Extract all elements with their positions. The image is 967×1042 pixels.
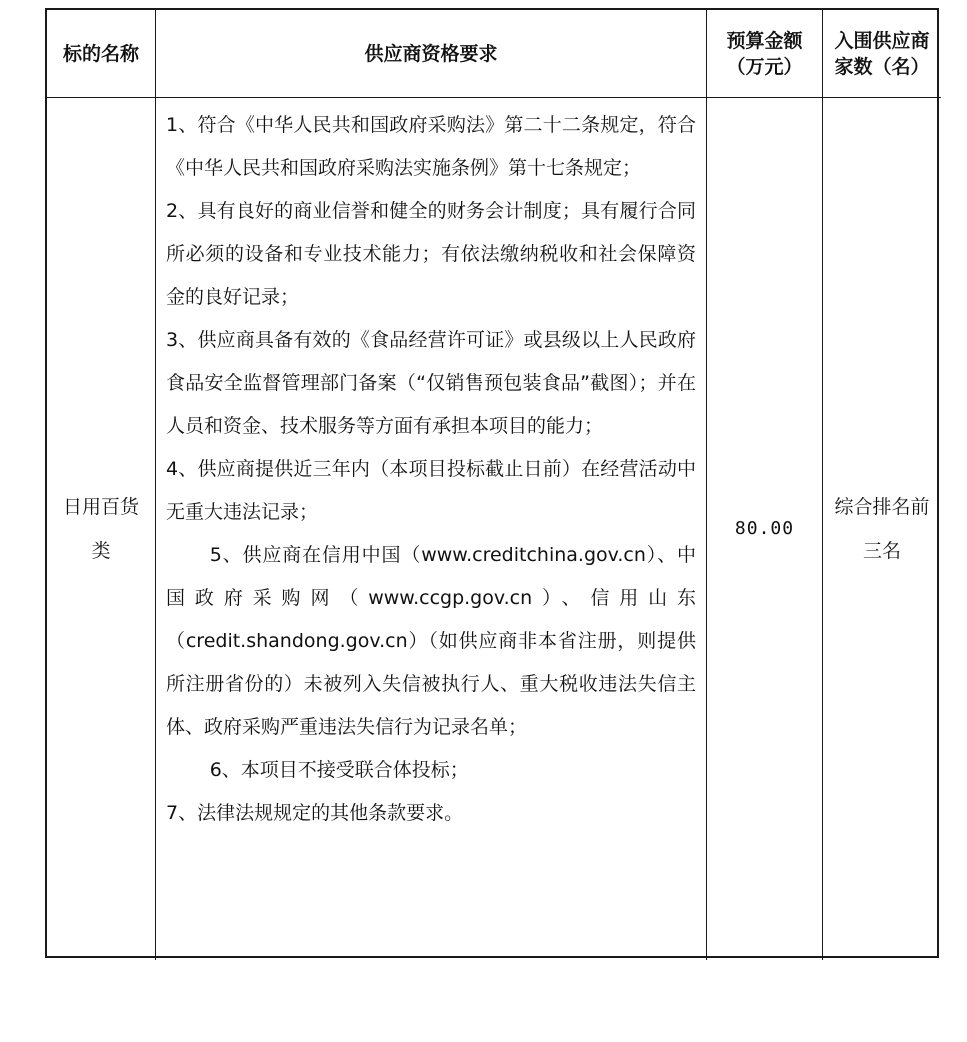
item-name-cell (47, 98, 156, 960)
header-budget (707, 10, 823, 98)
requirement-6: 6、本项目不接受联合体投标； (209, 759, 469, 781)
header-item-name (47, 10, 156, 98)
header-winners (823, 10, 941, 98)
requirement-3: 3、供应商具备有效的《食品经营许可证》或县级以上人民政府食品安全监督管理部门备案（“仅销售预包装食品”截图）；并在人员和资金、技术服务等方面有承担本项目的能力； (166, 329, 696, 437)
header-winners-text: 入围供应商家数（名） (834, 29, 930, 78)
budget-cell (707, 98, 823, 960)
header-requirements-text: 供应商资格要求 (364, 42, 498, 65)
requirement-2: 2、具有良好的商业信誉和健全的财务会计制度；具有履行合同所必须的设备和专业技术能力；有依法缴纳税收和社会保障资金的良好记录； (166, 200, 696, 308)
item-name-text: 日用百货类 (62, 496, 139, 562)
winners-value: 综合排名前三名 (834, 496, 930, 562)
header-budget-text: 预算金额（万元） (726, 29, 803, 78)
header-requirements (156, 10, 707, 98)
budget-value: 80.00 (734, 518, 795, 539)
requirement-1: 1、符合《中华人民共和国政府采购法》第二十二条规定，符合《中华人民共和国政府采购法实施条例》第十七条规定； (166, 114, 696, 179)
winners-cell (823, 98, 941, 960)
requirement-7: 7、法律法规规定的其他条款要求。 (166, 802, 464, 824)
requirement-4: 4、供应商提供近三年内（本项目投标截止日前）在经营活动中无重大违法记录； (166, 458, 696, 523)
requirement-5: 5、供应商在信用中国（www.creditchina.gov.cn）、中国政府采购网（www.ccgp.gov.cn）、信用山东（credit.shandong.gov.cn）（如供应商非本省注册，则提供所注册省份的）未被列入失信被执行人、重大税收违法失信主体、政府采购严重违法失信行为记录名单； (166, 544, 696, 738)
requirements-cell (156, 98, 707, 960)
requirements-table (45, 8, 939, 958)
header-item-name-text: 标的名称 (62, 42, 139, 65)
